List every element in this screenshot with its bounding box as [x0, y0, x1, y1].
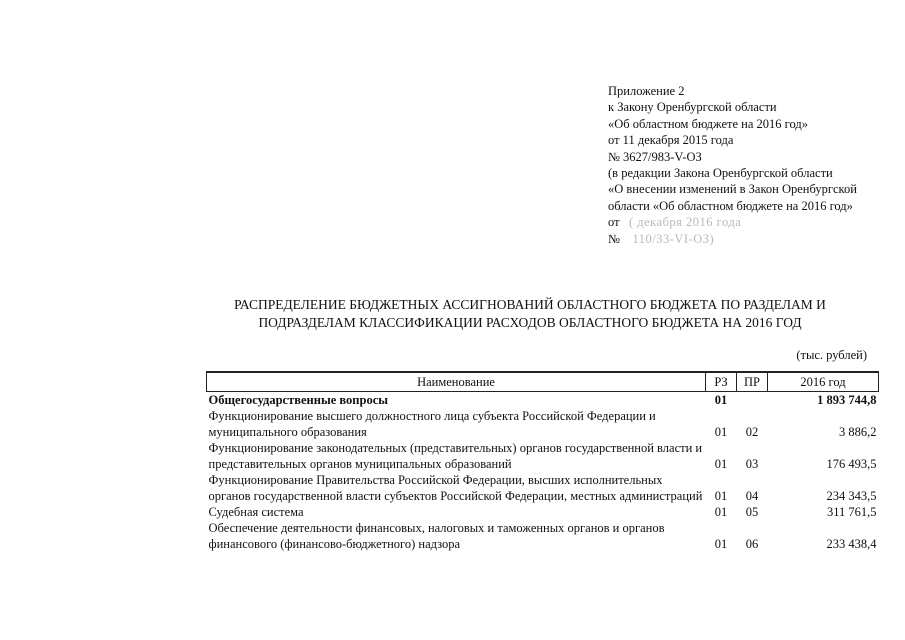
number-prefix: № — [608, 231, 620, 246]
table-row — [207, 408, 879, 440]
table-row — [207, 472, 879, 504]
row-name: Судебная система — [208, 505, 304, 519]
header-name: Наименование — [207, 372, 706, 392]
row-value: 3 886,2 — [839, 425, 877, 439]
row-pr — [737, 392, 768, 409]
table-row — [207, 440, 879, 472]
row-value: 311 761,5 — [826, 505, 877, 519]
title-line-2: ПОДРАЗДЕЛАМ КЛАССИФИКАЦИИ РАСХОДОВ ОБЛАСТНОГО БЮДЖЕТА НА 2016 ГОД — [258, 315, 802, 330]
header-pr: ПР — [737, 372, 768, 392]
row-name: Общегосударственные вопросы — [208, 393, 389, 407]
table-header-row — [207, 372, 879, 392]
row-rz: 01 — [714, 537, 728, 551]
row-name: Функционирование Правительства Российской Федерации, высших исполнительных органов государственной власти субъектов Российской Федерации, местных администраций — [208, 473, 703, 503]
appendix-line: «Об областном бюджете на 2016 год» — [608, 116, 808, 131]
number-value: 110/33-VI-ОЗ) — [632, 231, 715, 246]
appendix-line: Приложение 2 — [608, 84, 685, 98]
row-value: 234 343,5 — [826, 489, 877, 503]
row-pr: 04 — [745, 489, 759, 503]
appendix-block — [608, 83, 857, 247]
row-value: 176 493,5 — [826, 457, 877, 471]
row-pr: 02 — [745, 425, 759, 439]
appendix-line: к Закону Оренбургской области — [608, 100, 777, 115]
row-name: Функционирование высшего должностного лица субъекта Российской Федерации и муниципального образования — [208, 409, 656, 439]
title-line-1: РАСПРЕДЕЛЕНИЕ БЮДЖЕТНЫХ АССИГНОВАНИЙ ОБЛАСТНОГО БЮДЖЕТА ПО РАЗДЕЛАМ И — [234, 297, 826, 312]
appendix-line: № 3627/983-V-ОЗ — [608, 149, 702, 164]
row-rz: 01 — [714, 393, 728, 407]
row-name: Функционирование законодательных (представительных) органов государственной власти и представительных органов муниципальных образований — [208, 441, 703, 471]
date-prefix: от — [608, 215, 620, 230]
appendix-line: (в редакции Закона Оренбургской области — [608, 166, 833, 181]
date-value: ( декабря 2016 года — [628, 215, 742, 230]
appendix-line: от 11 декабря 2015 года — [608, 133, 734, 148]
row-pr: 06 — [745, 537, 759, 551]
row-name: Обеспечение деятельности финансовых, налоговых и таможенных органов и органов финансового (финансово-бюджетного) надзора — [208, 521, 665, 551]
row-pr: 05 — [745, 505, 759, 519]
row-value: 1 893 744,8 — [817, 393, 877, 407]
row-pr: 03 — [745, 457, 759, 471]
table-row — [207, 504, 879, 520]
appendix-line: «О внесении изменений в Закон Оренбургской — [608, 182, 857, 197]
table-row — [207, 520, 879, 552]
header-rz: РЗ — [706, 372, 737, 392]
row-value: 233 438,4 — [826, 537, 877, 551]
header-year: 2016 год — [768, 372, 879, 392]
table-row — [207, 392, 879, 409]
row-rz: 01 — [714, 489, 728, 503]
units-label: (тыс. рублей) — [796, 348, 867, 362]
row-rz: 01 — [714, 457, 728, 471]
document-title — [180, 296, 880, 332]
row-rz: 01 — [714, 425, 728, 439]
amendment-date-line — [608, 214, 857, 230]
amendment-number-line — [608, 231, 857, 247]
budget-table — [206, 371, 879, 552]
appendix-line: области «Об областном бюджете на 2016 год» — [608, 198, 853, 213]
row-rz: 01 — [714, 505, 728, 519]
